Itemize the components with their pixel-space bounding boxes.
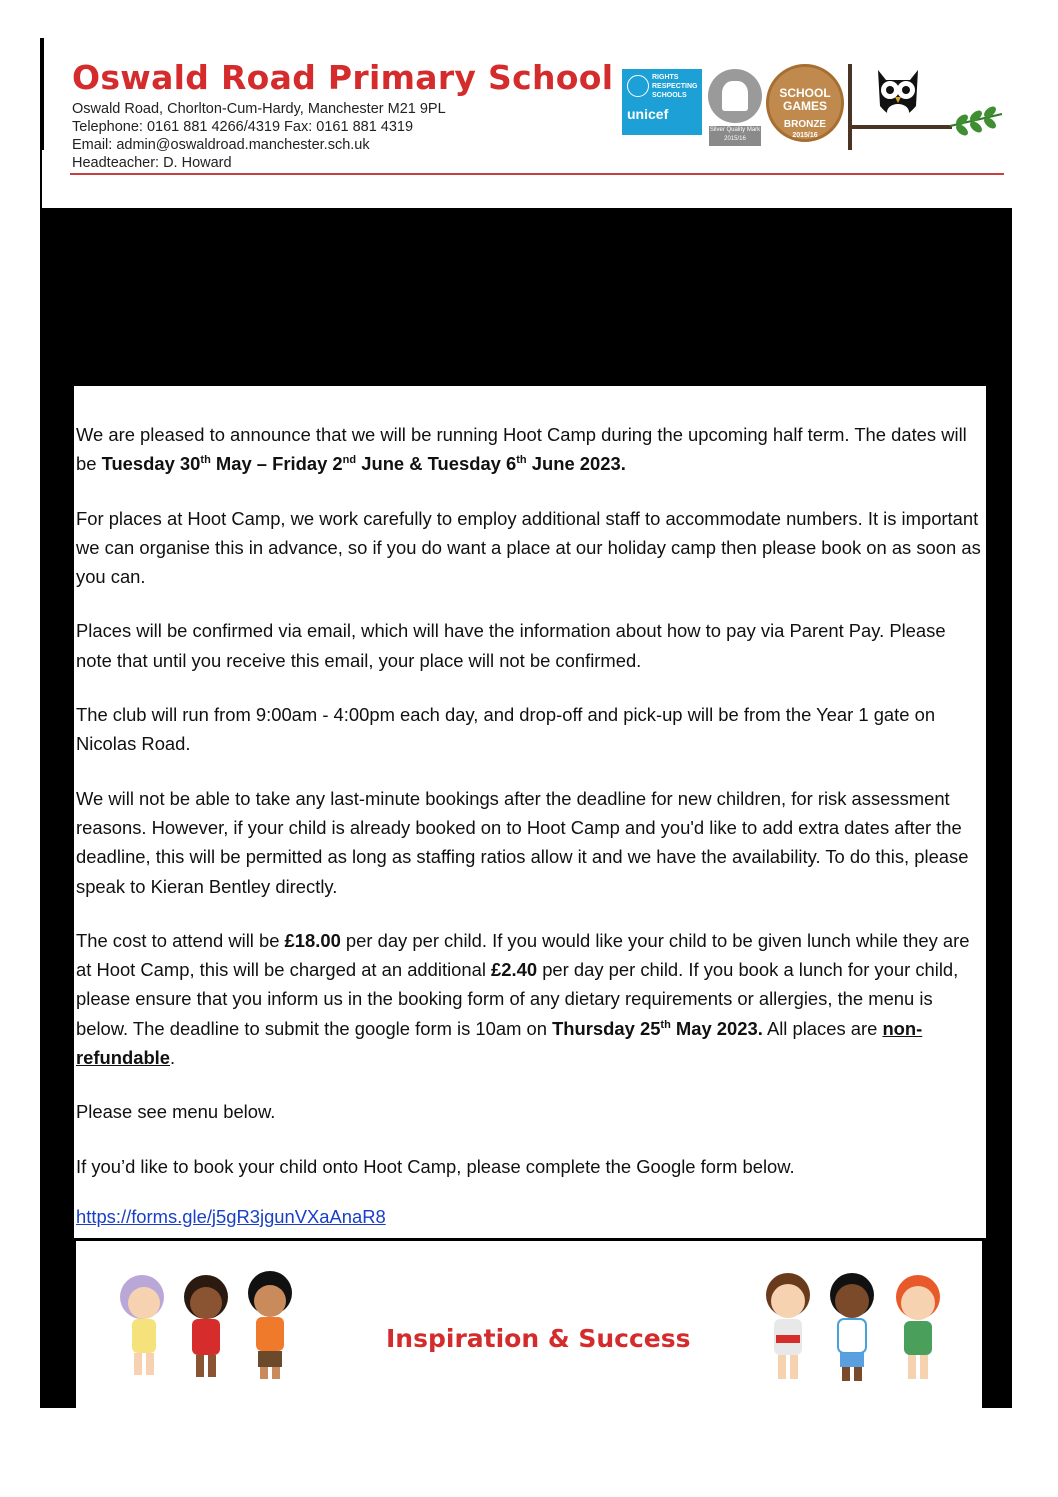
paragraph-times: The club will run from 9:00am - 4:00pm each day, and drop-off and pick-up will be from the Year 1 gate on Nicolas Road.: [76, 704, 936, 755]
unicef-rights-respecting-logo: [622, 69, 702, 135]
paragraph-places: For places at Hoot Camp, we work carefully to employ additional staff to accommodate numbers. It is important we can organise this in advance, so if you do want a place at our holiday camp then please book on as soon as you can.: [76, 507, 981, 588]
globe-icon: [627, 75, 649, 97]
school-name: Oswald Road Primary School: [72, 58, 614, 97]
paragraph-confirmation: Places will be confirmed via email, which will have the information about how to pay via Parent Pay. Please note that until you receive this email, your place will not be confirmed.: [76, 620, 946, 671]
school-motto: Inspiration & Success: [386, 1324, 691, 1353]
footer: [76, 1241, 982, 1408]
figures-icon: [722, 81, 748, 111]
paragraph-google-form: If you’d like to book your child onto Hoot Camp, please complete the Google form below.: [76, 1155, 795, 1177]
school-games-bronze-logo: [766, 64, 844, 142]
headteacher: Headteacher: D. Howard: [72, 155, 232, 171]
children-illustration-right: [748, 1265, 962, 1390]
paragraph-menu: Please see menu below.: [76, 1101, 276, 1123]
header-divider: [70, 173, 1004, 175]
lunch-price: £2.40: [491, 959, 538, 981]
letter-body: [74, 386, 986, 1238]
rights-respecting-label: RIGHTS RESPECTING SCHOOLS: [652, 74, 698, 99]
school-telephone: Telephone: 0161 881 4266/4319 Fax: 0161 881 4319: [72, 119, 414, 135]
contact-details: [72, 100, 446, 172]
school-email: Email: admin@oswaldroad.manchester.sch.uk: [72, 137, 370, 153]
paragraph-announcement: We are pleased to announce that we will be running Hoot Camp during the upcoming half term. The dates will be Tuesday 30th May – Friday 2nd June & Tuesday 6th June 2023.: [76, 424, 967, 475]
games-year-label: 2015/16: [792, 132, 818, 139]
silver-quality-mark-label: Silver Quality Mark 2015/16: [709, 126, 761, 146]
booking-deadline: Thursday 25th May 2023.: [552, 1017, 763, 1039]
silver-quality-mark-logo: [708, 69, 762, 123]
paragraph-cost: The cost to attend will be £18.00 per day per child. If you would like your child to be given lunch while they are at Hoot Camp, this will be charged at an additional £2.40 per day per child. If you book a lunch for your child, please ensure that you inform us in the booking form of any dietary requirements or allergies, the menu is below. The deadline to submit the google form is 10am on Thursday 25th May 2023. All places are non-refundable.: [76, 929, 970, 1069]
children-illustration-left: [98, 1267, 312, 1387]
letterhead: [70, 58, 1010, 178]
school-address: Oswald Road, Chorlton-Cum-Hardy, Manchester M21 9PL: [72, 101, 446, 117]
daily-price: £18.00: [284, 929, 341, 951]
leaves-icon: [948, 100, 1004, 140]
unicef-label: unicef: [627, 106, 669, 122]
google-form-link[interactable]: https://forms.gle/j5gR3jgunVXaAnaR8: [76, 1205, 386, 1227]
header-left-rule: [40, 38, 44, 150]
school-games-label: SCHOOL GAMES: [779, 86, 831, 113]
camp-dates: Tuesday 30th May – Friday 2nd June & Tuesday 6th June 2023.: [101, 453, 626, 475]
non-refundable-note: non-refundable: [76, 1017, 923, 1069]
owl-icon: [872, 66, 924, 126]
header-left-rule-lower: [40, 150, 42, 210]
paragraph-bookings: We will not be able to take any last-minute bookings after the deadline for new children, for risk assessment reasons. However, if your child is already booked on to Hoot Camp and you'd like to add extra dates after the deadline, this will be permitted as long as staffing ratios allow it and we have the availability. To do this, please speak to Kieran Bentley directly.: [76, 787, 969, 897]
bronze-label: BRONZE: [783, 119, 827, 130]
branch-vertical: [848, 64, 852, 150]
